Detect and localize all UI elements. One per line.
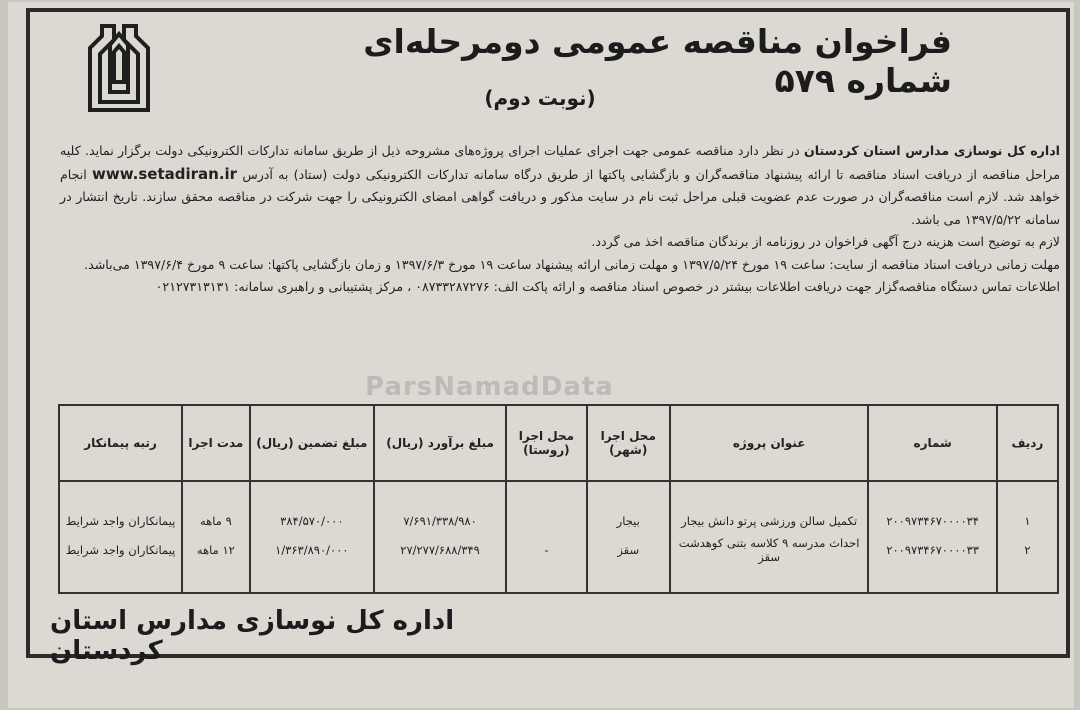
cell-number: ۲۰۰۹۷۳۴۶۷۰۰۰۰۳۴ [868, 508, 996, 534]
cell-city: بیجار [587, 508, 670, 534]
table-row [59, 534, 1058, 566]
cell-number: ۲۰۰۹۷۳۴۶۷۰۰۰۰۳۳ [868, 534, 996, 566]
header-guarantee: مبلغ تضمین (ریال) [250, 405, 374, 481]
cell-project: احداث مدرسه ۹ کلاسه بتنی کوهدشت سقز [670, 534, 869, 566]
notice-subtitle: (نوبت دوم) [484, 86, 596, 110]
cell-rank: پیمانکاران واجد شرایط [59, 534, 182, 566]
watermark-text: ParsNamadData [365, 372, 614, 402]
paragraph-contact: اطلاعات تماس دستگاه مناقصه‌گزار جهت دریافت اطلاعات بیشتر در خصوص اسناد مناقصه و ارائه پاکت الف: ۰۸۷۳۳۲۸۷۲۷۶ ، مرکز پشتیبانی و راهبری سامانه: ۰۲۱۲۷۳۱۳۱۳۱ [155, 279, 1060, 294]
notice-title: فراخوان مناقصه عمومی دومرحله‌ای شماره ۵۷۹ [363, 22, 952, 100]
cell-row-number: ۱ [997, 508, 1058, 534]
cell-guarantee: ۱/۳۶۳/۸۹۰/۰۰۰ [250, 534, 374, 566]
cell-row-number: ۲ [997, 534, 1058, 566]
cell-project: تکمیل سالن ورزشی پرتو دانش بیجار [670, 508, 869, 534]
table-spacer-row [59, 566, 1058, 593]
cell-duration: ۱۲ ماهه [182, 534, 250, 566]
cell-city: سقز [587, 534, 670, 566]
header-project: عنوان پروژه [670, 405, 869, 481]
footer-organization: اداره کل نوسازی مدارس استان کردستان [50, 606, 455, 666]
header-city: محل اجرا (شهر) [587, 405, 670, 481]
intro-text: در نظر دارد مناقصه عمومی جهت اجرای عملیات اجرای پروژه‌های مشروحه ذیل از طریق سامانه تدارکات الکترونیکی دولت برگزار نماید. کلیه مراحل مناقصه از دریافت اسناد مناقصه تا ارائه پیشنهاد مناقصه‌گران و بازگشایی پاکتها از طریق درگاه سامانه تدارکات الکترونیکی دولت (ستاد) به آدرس [60, 143, 1060, 182]
header-estimate: مبلغ برآورد (ریال) [374, 405, 506, 481]
table-spacer-row [59, 481, 1058, 508]
paragraph-deadlines: مهلت زمانی دریافت اسناد مناقصه از سایت: ساعت ۱۹ مورخ ۱۳۹۷/۵/۲۴ و مهلت زمانی ارائه پیشنهاد ساعت ۱۹ مورخ ۱۳۹۷/۶/۳ و زمان بازگشایی پاکتها: ساعت ۹ مورخ ۱۳۹۷/۶/۴ می‌باشد. [84, 256, 1060, 272]
intro-text-end: انجام خواهد شد. لازم است مناقصه‌گران در صورت عدم عضویت قبلی مراحل ثبت نام در سایت مذکور و دریافت گواهی امضای الکترونیکی را جهت شرکت در مناقصه محقق سازند. تاریخ انتشار در سامانه ۱۳۹۷/۵/۲۲ می باشد. [60, 166, 1060, 227]
cell-guarantee: ۳۸۴/۵۷۰/۰۰۰ [250, 508, 374, 534]
header-duration: مدت اجرا [182, 405, 250, 481]
header-village: محل اجرا (روستا) [506, 405, 587, 481]
organization-name: اداره کل نوسازی مدارس استان کردستان [803, 143, 1061, 158]
header-row-number: ردیف [997, 405, 1058, 481]
header-rank: رتبه پیمانکار [59, 405, 182, 481]
cell-estimate: ۷/۶۹۱/۳۳۸/۹۸۰ [374, 508, 506, 534]
cell-duration: ۹ ماهه [182, 508, 250, 534]
cell-village: - [506, 534, 587, 566]
table-row [59, 508, 1058, 534]
paragraph-intro [60, 140, 1060, 231]
organization-logo-icon [86, 22, 152, 114]
header-number: شماره [868, 405, 996, 481]
cell-village [506, 508, 587, 534]
cell-rank: پیمانکاران واجد شرایط [59, 508, 182, 534]
website-link[interactable]: www.setadiran.ir [92, 164, 238, 183]
table-header-row [59, 405, 1058, 481]
cell-estimate: ۲۷/۲۷۷/۶۸۸/۳۴۹ [374, 534, 506, 566]
paragraph-cost-note: لازم به توضیح است هزینه درج آگهی فراخوان در روزنامه از برندگان مناقصه اخذ می گردد. [591, 234, 1060, 249]
projects-table [58, 404, 1059, 594]
notice-body [60, 140, 1060, 299]
